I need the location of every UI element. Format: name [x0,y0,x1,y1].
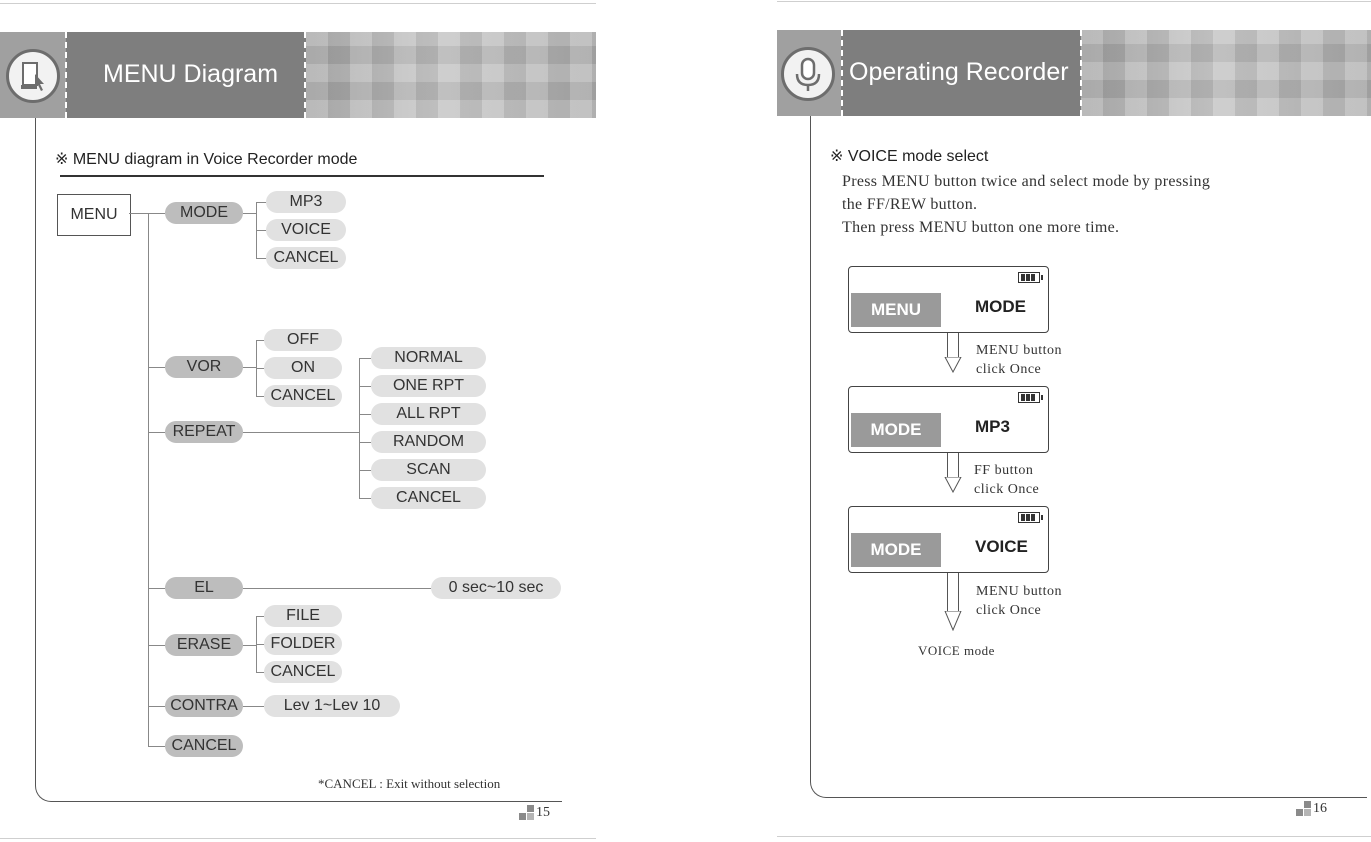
connector [359,358,360,498]
connector [359,442,371,443]
battery-icon [1018,272,1040,283]
bottom-rule [777,836,1371,837]
connector [243,588,431,589]
menu-node-vor: VOR [165,356,243,378]
connector [256,672,264,673]
microphone-icon [781,47,835,101]
arrow-caption: click Once [976,362,1042,377]
lcd-tag: MENU [851,293,941,327]
connector [243,213,257,214]
page-title: MENU Diagram [103,60,279,88]
footer-rule [496,801,562,802]
menu-node-el: EL [165,577,243,599]
connector [359,470,371,471]
menu-option: FOLDER [264,633,342,655]
connector [359,414,371,415]
connector [148,432,165,433]
connector [256,396,264,397]
menu-option: Lev 1~Lev 10 [264,695,400,717]
header-mosaic [1081,30,1371,116]
menu-option: 0 sec~10 sec [431,577,561,599]
menu-option: CANCEL [266,247,346,269]
down-arrow-icon [947,333,959,359]
battery-icon [1018,392,1040,403]
connector [256,258,266,259]
connector [148,645,165,646]
instruction-line: Press MENU button twice and select mode by pressing [842,173,1211,190]
connector [256,616,264,617]
connector [243,645,257,646]
connector [148,213,149,747]
section-title: ※ VOICE mode select [830,148,989,165]
connector [148,367,165,368]
connector [256,340,264,341]
connector [148,746,165,747]
connector [148,588,165,589]
header-divider [841,30,843,116]
down-arrow-icon [947,573,959,613]
header-divider [304,32,306,118]
menu-option: FILE [264,605,342,627]
lcd-tag: MODE [851,413,941,447]
menu-option: SCAN [371,459,486,481]
menu-node-erase: ERASE [165,634,243,656]
down-arrow-icon [944,477,962,493]
menu-option: CANCEL [264,385,342,407]
menu-root-box: MENU [57,194,131,236]
down-arrow-icon [947,453,959,479]
menu-option: ON [264,357,342,379]
menu-node-contra: CONTRA [165,695,243,717]
header-divider [1080,30,1082,116]
menu-option: ONE RPT [371,375,486,397]
down-arrow-icon [944,357,962,373]
connector [359,498,371,499]
connector [243,432,360,433]
connector [256,644,264,645]
menu-option: VOICE [266,219,346,241]
lcd-value: VOICE [975,537,1028,556]
connector [256,368,264,369]
menu-node-cancel: CANCEL [165,735,243,757]
menu-option: ALL RPT [371,403,486,425]
header-divider [65,32,67,118]
footnote: *CANCEL : Exit without selection [318,776,501,791]
footer-rule [1270,797,1366,798]
connector [359,386,371,387]
menu-option: CANCEL [371,487,486,509]
page-mark-icon [1296,801,1312,817]
page-number: 15 [536,805,550,820]
arrow-caption: MENU button [976,343,1062,358]
arrow-caption: click Once [976,603,1042,618]
arrow-caption: click Once [974,482,1040,497]
menu-option: OFF [264,329,342,351]
lcd-value: MODE [975,297,1026,316]
connector [243,706,264,707]
lcd-screen [848,506,1049,573]
connector [148,706,165,707]
menu-option: MP3 [266,191,346,213]
top-rule [0,3,596,4]
page-number: 16 [1313,801,1327,816]
page-title: Operating Recorder [849,58,1069,86]
down-arrow-icon [944,611,962,631]
result-label: VOICE mode [918,643,995,658]
section-rule [60,175,544,177]
battery-icon [1018,512,1040,523]
section-title: ※ MENU diagram in Voice Recorder mode [55,151,358,168]
connector [148,213,165,214]
connector [256,202,266,203]
arrow-caption: MENU button [976,584,1062,599]
menu-option: NORMAL [371,347,486,369]
instruction-line: Then press MENU button one more time. [842,219,1120,236]
menu-option: CANCEL [264,661,342,683]
connector [129,213,149,214]
instruction-line: the FF/REW button. [842,196,978,213]
bottom-rule [0,838,596,839]
pointer-icon [6,49,60,103]
connector [359,358,371,359]
menu-node-repeat: REPEAT [165,421,243,443]
lcd-value: MP3 [975,417,1010,436]
connector [243,367,257,368]
connector [256,230,266,231]
arrow-caption: FF button [974,463,1034,478]
lcd-tag: MODE [851,533,941,567]
header-mosaic [306,32,596,118]
page-mark-icon [519,805,535,821]
lcd-screen [848,386,1049,453]
menu-option: RANDOM [371,431,486,453]
lcd-screen [848,266,1049,333]
top-rule [777,1,1371,2]
menu-node-mode: MODE [165,202,243,224]
